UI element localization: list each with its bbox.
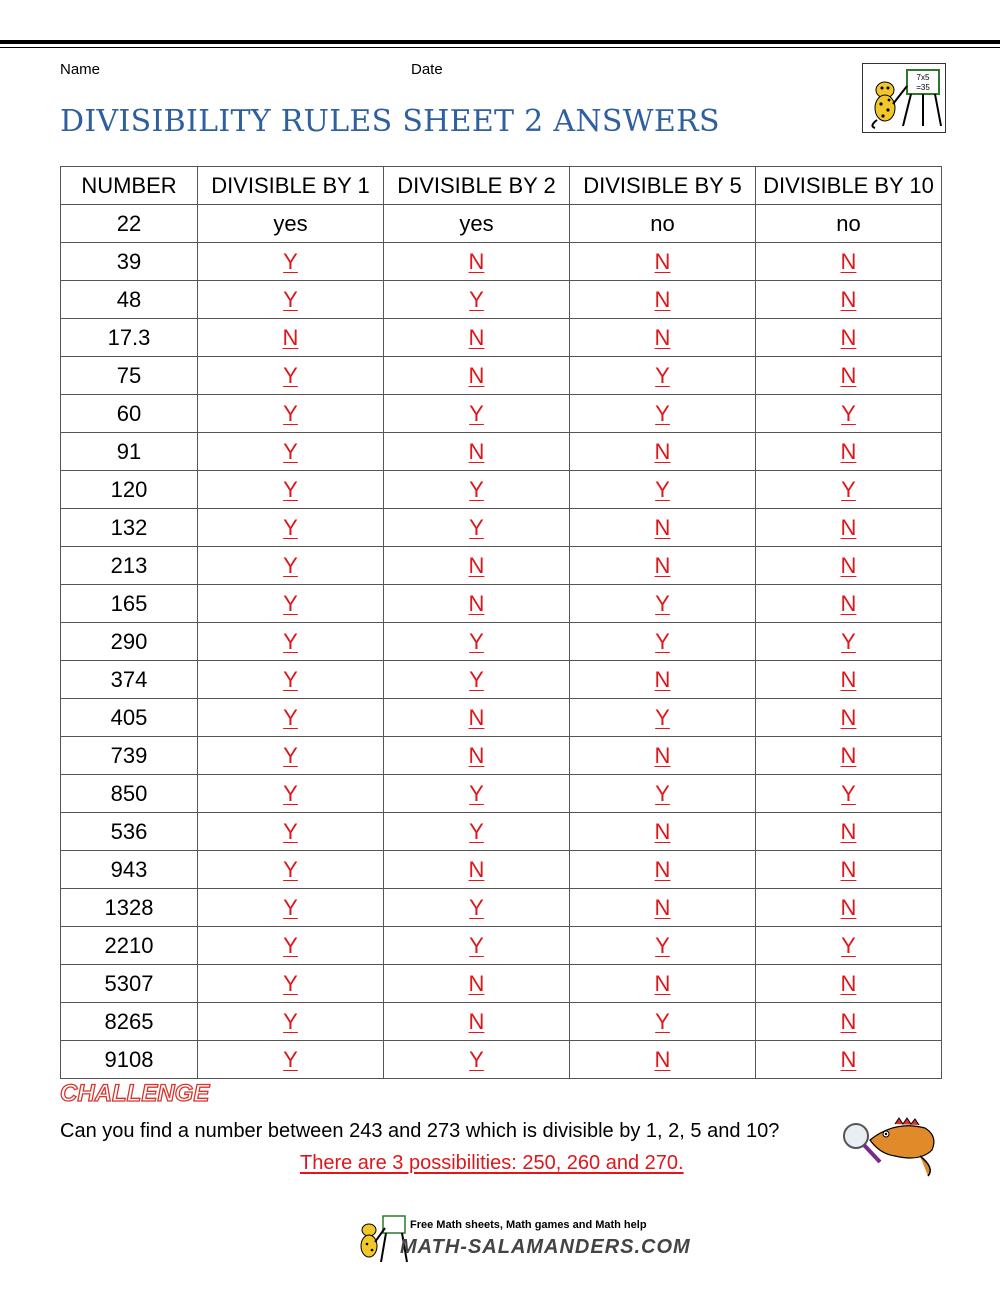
answer-cell: [570, 1041, 756, 1079]
number-cell: 91: [61, 433, 198, 471]
number-cell: 1328: [61, 889, 198, 927]
answer-mark: N: [654, 439, 671, 464]
answer-mark: Y: [283, 819, 298, 844]
table-row: [61, 965, 942, 1003]
answer-cell: [198, 243, 384, 281]
answer-mark: Y: [283, 629, 298, 654]
answer-mark: Y: [469, 515, 484, 540]
answer-cell: [756, 889, 942, 927]
answer-mark: Y: [655, 933, 670, 958]
answer-mark: Y: [283, 857, 298, 882]
answer-mark: Y: [283, 705, 298, 730]
answer-cell: [756, 547, 942, 585]
number-cell: 165: [61, 585, 198, 623]
answer-mark: N: [468, 1009, 485, 1034]
top-rule-thin: [0, 47, 1000, 48]
answer-mark: Y: [283, 515, 298, 540]
answer-cell: [570, 281, 756, 319]
answer-mark: Y: [469, 1047, 484, 1072]
answer-cell: [384, 471, 570, 509]
answer-mark: N: [840, 439, 857, 464]
answer-mark: N: [468, 553, 485, 578]
answer-cell: [756, 509, 942, 547]
table-row: [61, 927, 942, 965]
answer-cell: [198, 851, 384, 889]
answer-mark: N: [654, 667, 671, 692]
answer-mark: N: [468, 591, 485, 616]
column-header: DIVISIBLE BY 10: [756, 167, 942, 205]
answer-mark: Y: [283, 439, 298, 464]
answer-cell: [756, 1041, 942, 1079]
answer-cell: [198, 509, 384, 547]
answer-cell: [570, 1003, 756, 1041]
answer-cell: [756, 319, 942, 357]
date-label: Date: [411, 61, 443, 78]
answer-cell: [756, 1003, 942, 1041]
answer-cell: [570, 965, 756, 1003]
answer-cell: [198, 1041, 384, 1079]
table-row: [61, 357, 942, 395]
example-cell: yes: [198, 205, 384, 243]
answer-cell: [756, 927, 942, 965]
answer-cell: [756, 585, 942, 623]
answer-cell: [756, 623, 942, 661]
footer-tagline: Free Math sheets, Math games and Math help: [410, 1219, 647, 1231]
answer-mark: Y: [283, 933, 298, 958]
answer-cell: [384, 661, 570, 699]
answer-mark: Y: [283, 591, 298, 616]
answer-mark: N: [468, 971, 485, 996]
challenge-heading: CHALLENGE: [60, 1080, 210, 1107]
answer-mark: N: [840, 249, 857, 274]
answers-table: [60, 166, 942, 1079]
answer-cell: [384, 813, 570, 851]
answer-cell: [570, 547, 756, 585]
column-header: DIVISIBLE BY 1: [198, 167, 384, 205]
column-header: DIVISIBLE BY 2: [384, 167, 570, 205]
number-cell: 2210: [61, 927, 198, 965]
answer-cell: [384, 775, 570, 813]
number-cell: 60: [61, 395, 198, 433]
answer-cell: [384, 357, 570, 395]
answer-cell: [384, 433, 570, 471]
answer-mark: Y: [469, 819, 484, 844]
answer-cell: [198, 927, 384, 965]
answer-cell: [384, 889, 570, 927]
answer-cell: [384, 395, 570, 433]
table-row: [61, 509, 942, 547]
answer-mark: N: [654, 325, 671, 350]
magnifying-lizard-icon: [840, 1110, 940, 1180]
table-row: [61, 1041, 942, 1079]
answer-cell: [384, 509, 570, 547]
answer-cell: [198, 547, 384, 585]
answer-cell: [570, 433, 756, 471]
answer-cell: [384, 623, 570, 661]
answer-mark: Y: [283, 477, 298, 502]
table-row: [61, 813, 942, 851]
number-cell: 290: [61, 623, 198, 661]
answer-mark: Y: [469, 401, 484, 426]
answer-cell: [198, 585, 384, 623]
answer-mark: N: [468, 325, 485, 350]
answer-mark: N: [840, 743, 857, 768]
answer-cell: [198, 357, 384, 395]
answer-cell: [384, 547, 570, 585]
answer-mark: Y: [469, 629, 484, 654]
number-cell: 5307: [61, 965, 198, 1003]
answer-mark: Y: [283, 249, 298, 274]
table-row: [61, 889, 942, 927]
answer-mark: N: [654, 895, 671, 920]
page-title: DIVISIBILITY RULES SHEET 2 ANSWERS: [60, 104, 720, 139]
challenge-question: Can you find a number between 243 and 273 which is divisible by 1, 2, 5 and 10?: [60, 1120, 780, 1142]
answer-mark: N: [840, 515, 857, 540]
table-row: [61, 281, 942, 319]
number-cell: 17.3: [61, 319, 198, 357]
answer-cell: [198, 623, 384, 661]
answer-mark: N: [654, 819, 671, 844]
answer-cell: [756, 813, 942, 851]
answer-cell: [384, 281, 570, 319]
answer-mark: Y: [655, 1009, 670, 1034]
number-cell: 22: [61, 205, 198, 243]
answer-cell: [756, 965, 942, 1003]
answer-mark: Y: [283, 895, 298, 920]
number-cell: 739: [61, 737, 198, 775]
column-header: DIVISIBLE BY 5: [570, 167, 756, 205]
svg-text:=35: =35: [916, 83, 930, 92]
answer-cell: [570, 509, 756, 547]
footer-site-link[interactable]: MATH-SALAMANDERS.COM: [400, 1236, 691, 1258]
example-row: [61, 205, 942, 243]
answer-mark: Y: [655, 363, 670, 388]
answer-mark: Y: [283, 553, 298, 578]
answer-mark: Y: [655, 705, 670, 730]
answer-cell: [570, 813, 756, 851]
name-label: Name: [60, 61, 101, 78]
answer-cell: [198, 433, 384, 471]
answer-cell: [198, 889, 384, 927]
answer-cell: [384, 585, 570, 623]
answer-mark: Y: [283, 363, 298, 388]
number-cell: 405: [61, 699, 198, 737]
number-cell: 120: [61, 471, 198, 509]
number-cell: 39: [61, 243, 198, 281]
answer-cell: [198, 965, 384, 1003]
answer-mark: Y: [283, 1047, 298, 1072]
answer-mark: N: [840, 705, 857, 730]
answer-cell: [570, 699, 756, 737]
answer-mark: Y: [469, 933, 484, 958]
answer-cell: [570, 927, 756, 965]
answer-mark: N: [468, 363, 485, 388]
answer-cell: [756, 471, 942, 509]
answer-cell: [756, 775, 942, 813]
answer-cell: [198, 699, 384, 737]
number-cell: 213: [61, 547, 198, 585]
answer-mark: N: [654, 287, 671, 312]
answer-mark: Y: [283, 401, 298, 426]
answer-cell: [570, 319, 756, 357]
answer-mark: N: [654, 553, 671, 578]
answer-cell: [198, 395, 384, 433]
answer-mark: N: [840, 971, 857, 996]
answer-cell: [756, 851, 942, 889]
table-row: [61, 243, 942, 281]
answer-mark: Y: [283, 781, 298, 806]
table-row: [61, 1003, 942, 1041]
number-cell: 48: [61, 281, 198, 319]
answer-mark: Y: [469, 477, 484, 502]
answer-mark: Y: [469, 781, 484, 806]
answer-mark: N: [654, 857, 671, 882]
table-row: [61, 585, 942, 623]
example-cell: no: [570, 205, 756, 243]
answer-mark: N: [840, 667, 857, 692]
answer-cell: [384, 699, 570, 737]
answer-mark: Y: [655, 781, 670, 806]
answer-cell: [756, 395, 942, 433]
table-header-row: [61, 167, 942, 205]
column-header: NUMBER: [61, 167, 198, 205]
answer-cell: [384, 1003, 570, 1041]
answer-cell: [570, 357, 756, 395]
svg-text:7x5: 7x5: [916, 73, 930, 82]
answer-cell: [384, 965, 570, 1003]
answer-mark: Y: [283, 1009, 298, 1034]
answer-mark: N: [840, 591, 857, 616]
example-cell: yes: [384, 205, 570, 243]
answer-cell: [384, 243, 570, 281]
top-rule-thick: [0, 40, 1000, 44]
answer-cell: [756, 281, 942, 319]
table-row: [61, 699, 942, 737]
table-row: [61, 471, 942, 509]
answer-mark: Y: [469, 895, 484, 920]
answer-cell: [756, 737, 942, 775]
answer-cell: [570, 623, 756, 661]
number-cell: 536: [61, 813, 198, 851]
answer-mark: N: [282, 325, 299, 350]
answer-mark: N: [654, 971, 671, 996]
answer-mark: Y: [841, 933, 856, 958]
answer-mark: N: [840, 287, 857, 312]
answer-cell: [198, 1003, 384, 1041]
answer-mark: N: [840, 363, 857, 388]
table-row: [61, 433, 942, 471]
answer-cell: [570, 851, 756, 889]
table-row: [61, 319, 942, 357]
answer-mark: Y: [841, 781, 856, 806]
answer-mark: N: [654, 743, 671, 768]
answer-cell: [384, 927, 570, 965]
table-row: [61, 623, 942, 661]
answer-mark: Y: [841, 477, 856, 502]
answer-cell: [570, 585, 756, 623]
answer-cell: [384, 851, 570, 889]
answer-cell: [756, 243, 942, 281]
answer-cell: [570, 889, 756, 927]
answer-cell: [756, 699, 942, 737]
answer-cell: [756, 661, 942, 699]
example-cell: no: [756, 205, 942, 243]
number-cell: 850: [61, 775, 198, 813]
number-cell: 943: [61, 851, 198, 889]
answer-cell: [198, 661, 384, 699]
answer-cell: [570, 243, 756, 281]
answer-mark: Y: [841, 629, 856, 654]
table-row: [61, 661, 942, 699]
answer-mark: Y: [283, 667, 298, 692]
answer-mark: N: [654, 515, 671, 540]
number-cell: 8265: [61, 1003, 198, 1041]
answer-cell: [198, 737, 384, 775]
answer-cell: [198, 281, 384, 319]
answer-mark: N: [468, 705, 485, 730]
answer-mark: N: [840, 1009, 857, 1034]
answer-cell: [570, 661, 756, 699]
answer-cell: [384, 319, 570, 357]
answer-mark: N: [654, 1047, 671, 1072]
answer-cell: [756, 433, 942, 471]
answer-cell: [756, 357, 942, 395]
answer-mark: Y: [655, 477, 670, 502]
answer-mark: N: [468, 857, 485, 882]
answer-cell: [198, 813, 384, 851]
answer-mark: N: [840, 857, 857, 882]
table-row: [61, 547, 942, 585]
challenge-answer: There are 3 possibilities: 250, 260 and 270.: [300, 1152, 684, 1174]
table-row: [61, 737, 942, 775]
answer-cell: [198, 319, 384, 357]
answer-mark: N: [840, 1047, 857, 1072]
answer-mark: Y: [283, 287, 298, 312]
answer-cell: [570, 471, 756, 509]
answer-mark: Y: [841, 401, 856, 426]
answer-cell: [384, 1041, 570, 1079]
answer-cell: [198, 471, 384, 509]
answer-cell: [570, 737, 756, 775]
salamander-logo-icon: [862, 63, 946, 133]
answer-mark: N: [840, 325, 857, 350]
answer-cell: [570, 775, 756, 813]
answer-mark: N: [654, 249, 671, 274]
answer-mark: N: [468, 249, 485, 274]
number-cell: 75: [61, 357, 198, 395]
answer-mark: Y: [469, 287, 484, 312]
answer-mark: Y: [283, 971, 298, 996]
table-row: [61, 395, 942, 433]
table-row: [61, 851, 942, 889]
number-cell: 9108: [61, 1041, 198, 1079]
answer-mark: Y: [655, 401, 670, 426]
answer-cell: [570, 395, 756, 433]
table-row: [61, 775, 942, 813]
answer-cell: [384, 737, 570, 775]
answer-mark: Y: [655, 629, 670, 654]
answer-mark: N: [840, 819, 857, 844]
answer-mark: N: [840, 895, 857, 920]
number-cell: 374: [61, 661, 198, 699]
number-cell: 132: [61, 509, 198, 547]
answer-mark: Y: [283, 743, 298, 768]
answer-mark: N: [840, 553, 857, 578]
answer-mark: Y: [469, 667, 484, 692]
answer-cell: [198, 775, 384, 813]
answer-mark: Y: [655, 591, 670, 616]
answer-mark: N: [468, 743, 485, 768]
answer-mark: N: [468, 439, 485, 464]
